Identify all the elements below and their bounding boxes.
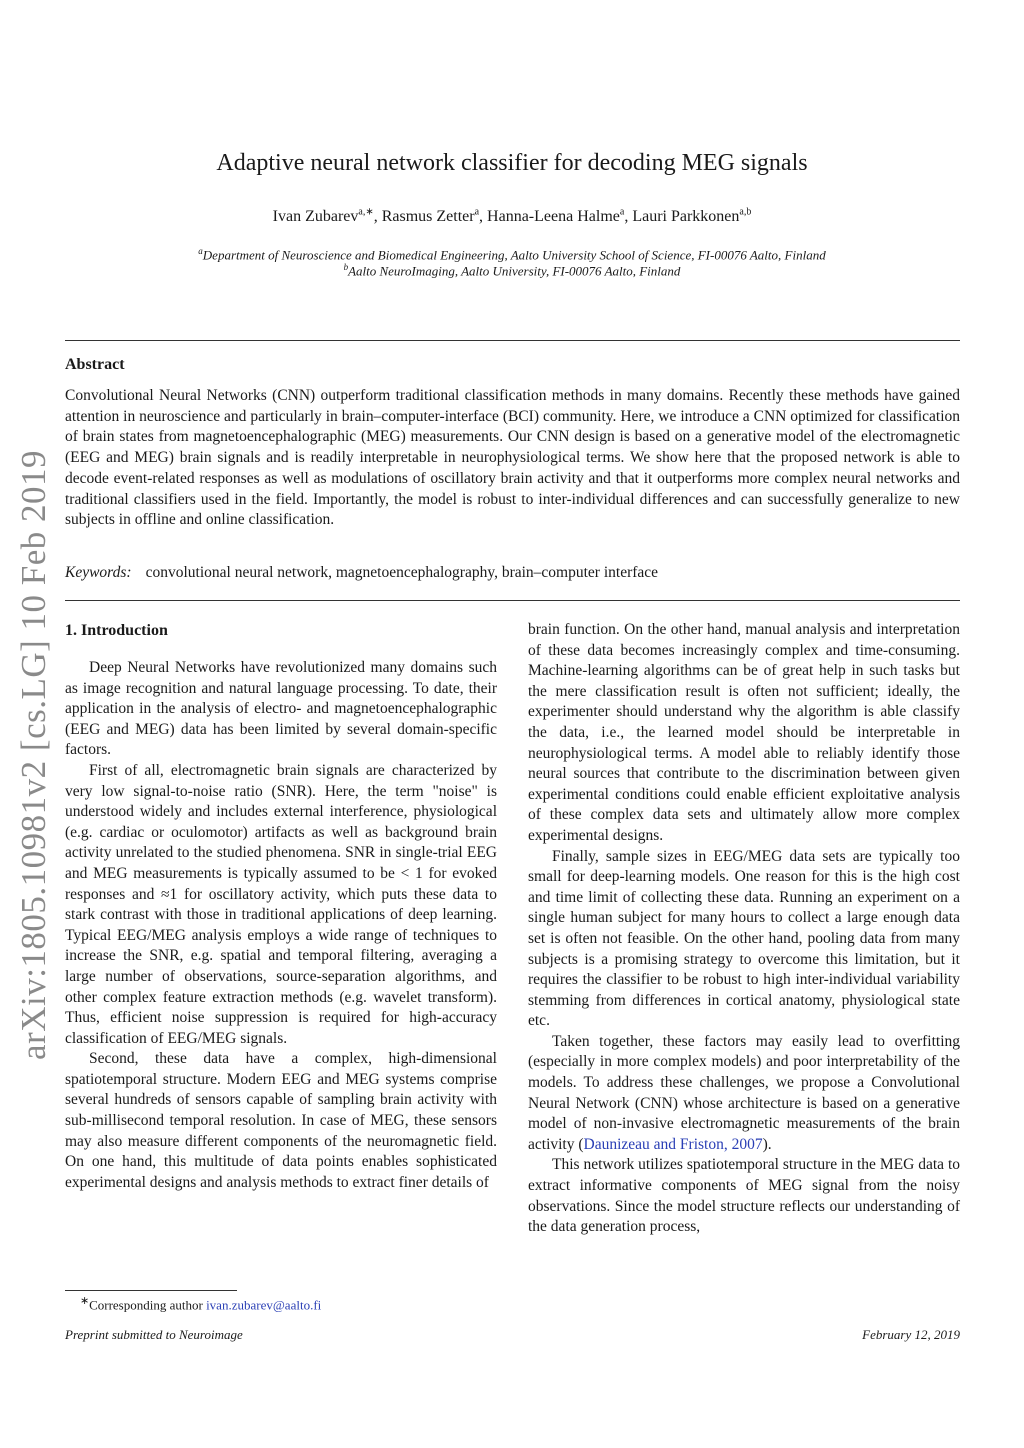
- email-link[interactable]: ivan.zubarev@aalto.fi: [206, 1297, 322, 1313]
- keywords-text: convolutional neural network, magnetoencephalography, brain–computer interface: [145, 564, 659, 581]
- author-affiliation-mark: a: [619, 207, 625, 218]
- author-affiliation-mark: a: [474, 207, 480, 218]
- paragraph: Taken together, these factors may easily lead to overfitting (especially in more complex models) and poor interpretability of the models. To address these challenges, we propose a Convolutional Neural Network (CNN) whose architecture is based on a generative model of non-invasive electromagnetic measurements of the brain activity (Daunizeau and Friston, 2007).: [528, 1032, 960, 1153]
- author-name: Rasmus Zetter: [381, 208, 475, 226]
- footnote-rule: [65, 1290, 237, 1291]
- affiliation-a: [0, 246, 1024, 263]
- keywords: [65, 564, 960, 582]
- author-affiliation-mark: a,b: [739, 207, 752, 218]
- author-affiliation-mark: a,∗: [358, 207, 374, 218]
- abstract-top-rule: [65, 340, 960, 341]
- affiliation-text: Aalto NeuroImaging, Aalto University, FI-00076 Aalto, Finland: [348, 263, 681, 279]
- affiliation-text: Department of Neuroscience and Biomedical Engineering, Aalto University School of Science, FI-00076 Aalto, Finland: [202, 247, 826, 263]
- abstract-bottom-rule: [65, 600, 960, 601]
- author: Rasmus Zetter$^a$,: [381, 207, 488, 226]
- section-heading: 1. Introduction: [65, 622, 168, 639]
- author: Hanna-Leena Halme$^a$,: [487, 207, 633, 226]
- footer-preprint-note: Preprint submitted to Neuroimage: [65, 1327, 243, 1342]
- right-column: [528, 620, 960, 1238]
- footnote-mark: ∗: [80, 1295, 90, 1307]
- author-name: Lauri Parkkonen: [632, 208, 740, 226]
- paragraph: This network utilizes spatiotemporal structure in the MEG data to extract informative components of MEG signal from the noisy observations. Since the model structure reflects our understanding of the data generation process,: [528, 1156, 960, 1236]
- author: Ivan Zubarev$^{a,∗}$,: [272, 207, 382, 226]
- author-name: Ivan Zubarev: [272, 208, 359, 226]
- left-column: [65, 620, 497, 1193]
- author-name: Hanna-Leena Halme: [487, 208, 620, 226]
- paragraph: First of all, electromagnetic brain signals are characterized by very low signal-to-noise ratio (SNR). Here, the term "noise" is understood widely and includes external interference, physiological (e.g. cardiac or oculomotor) artifacts as well as background brain activity unrelated to the studied phenomena. SNR in single-trial EEG and MEG measurements is typically assumed to be < 1 for evoked responses and ≈1 for oscillatory activity, which puts these data to stark contrast with those in traditional applications of deep learning. Typical EEG/MEG analysis employs a wide range of techniques to increase the SNR, e.g. spatial and temporal filtering, averaging a large number of observations, source-separation algorithms, and other complex feature extraction methods (e.g. wavelet transform). Thus, efficient noise suppression is required for high-accuracy classification of EEG/MEG signals.: [65, 761, 497, 1047]
- footnote-text: Corresponding author: [89, 1297, 207, 1313]
- abstract-heading: Abstract: [65, 356, 125, 373]
- affiliation-mark: b: [343, 262, 349, 272]
- paragraph: Deep Neural Networks have revolutionized many domains such as image recognition and natural language processing. To date, their application in the analysis of electro- and magnetoencephalographic (EEG and MEG) data has been limited by several domain-specific factors.: [65, 659, 497, 759]
- paragraph: Second, these data have a complex, high-dimensional spatiotemporal structure. Modern EEG and MEG systems comprise several hundreds of sensors capable of sampling brain activity with sub-millisecond temporal resolution. In case of MEG, these sensors may also measure different components of the neuromagnetic field. On one hand, this multitude of data points enables sophisticated experimental designs and analysis methods to extract finer details of: [65, 1050, 497, 1191]
- abstract-text: Convolutional Neural Networks (CNN) outperform traditional classification methods in many domains. Recently these methods have gained attention in neuroscience and particularly in brain–computer-interface (BCI) community. Here, we introduce a CNN optimized for classification of brain states from magnetoencephalographic (MEG) measurements. Our CNN design is based on a generative model of the electromagnetic (EEG and MEG) brain signals and is readily interpretable in neurophysiological terms. We show here that the proposed network is able to decode event-related responses as well as modulations of oscillatory brain activity and that it outperforms more complex neural networks and traditional classifiers used in the field. Importantly, the model is robust to inter-individual differences and can successfully generalize to new subjects in offline and online classification.: [65, 387, 960, 529]
- footer-date: February 12, 2019: [862, 1327, 960, 1342]
- paper-title: Adaptive neural network classifier for decoding MEG signals: [216, 150, 808, 176]
- affiliation-b: [0, 262, 1024, 279]
- keywords-label: Keywords:: [65, 564, 132, 581]
- author: [632, 208, 751, 225]
- citation-link[interactable]: Daunizeau and Friston, 2007: [583, 1135, 763, 1153]
- paragraph: brain function. On the other hand, manual analysis and interpretation of these data becomes increasingly complex and time-consuming. Machine-learning algorithms can be of great help in such tasks but the mere classification result is often not sufficient; ideally, the experimenter should understand why the algorithm is able classify the data, i.e., the learned model should be interpretable in neurophysiological terms. A model able to reliably identify those neural sources that contribute to the discrimination between given experimental conditions could enable efficient exploitative analysis of these complex data sets and ultimately allow more complex experimental designs.: [528, 621, 960, 844]
- affiliation-mark: a: [198, 246, 203, 256]
- arxiv-identifier: arXiv:1805.10981v2 [cs.LG] 10 Feb 2019: [14, 449, 53, 1060]
- footnote: [80, 1294, 321, 1313]
- paragraph: Finally, sample sizes in EEG/MEG data sets are typically too small for deep-learning models. One reason for this is the high cost and time limit of collecting these data. Running an experiment on a single human subject for many hours to collect a large enough data set is often not feasible. On the other hand, pooling data from many subjects is a promising strategy to overcome this limitation, but it requires the classifier to be robust to high inter-individual variability stemming from differences in cortical anatomy, physiological state etc.: [528, 847, 960, 1030]
- author-list: [0, 207, 1024, 226]
